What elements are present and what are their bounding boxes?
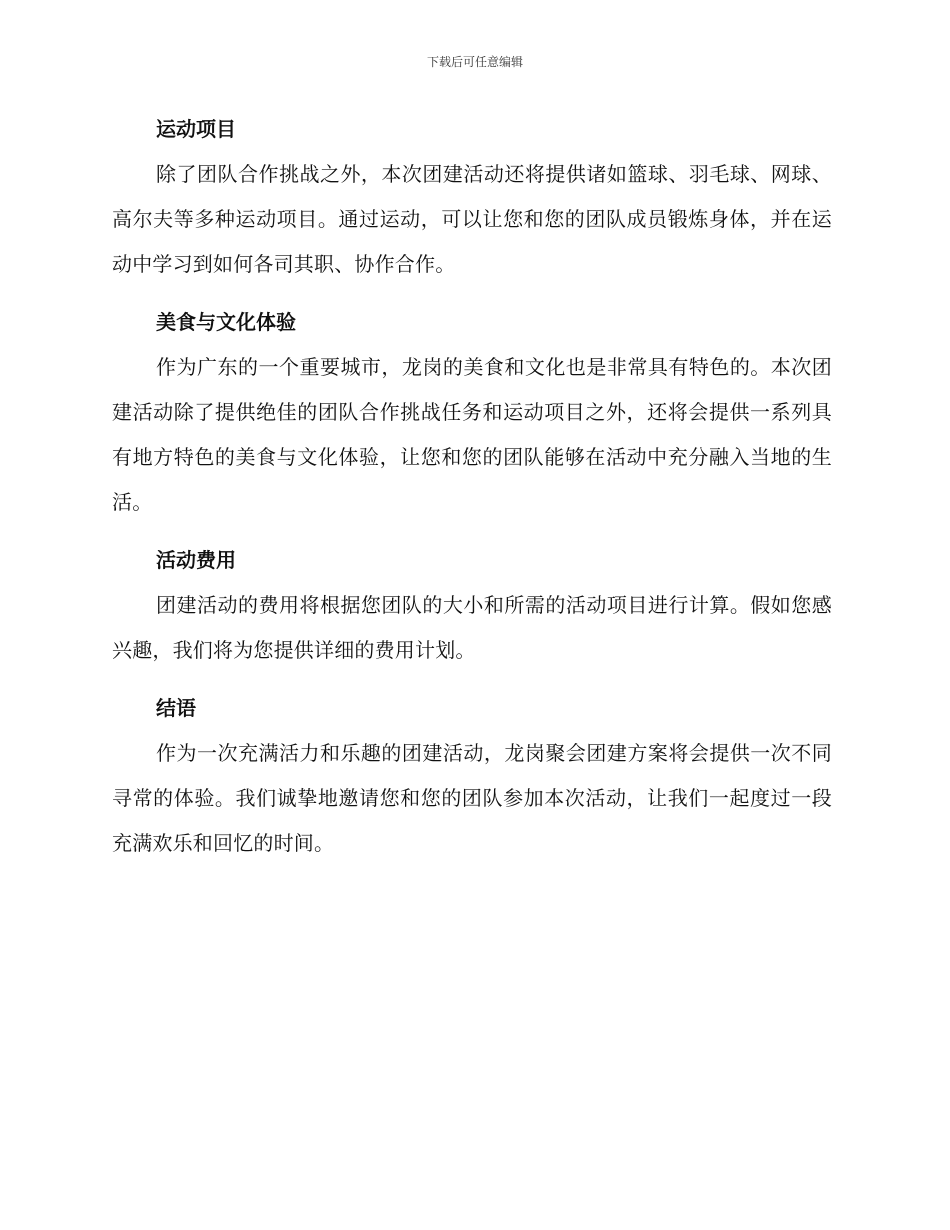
section-paragraph: 作为一次充满活力和乐趣的团建活动，龙岗聚会团建方案将会提供一次不同寻常的体验。我们诚挚地邀请您和您的团队参加本次活动，让我们一起度过一段充满欢乐和回忆的时间。 [112,741,832,855]
section-sports [112,106,832,287]
section-heading: 活动费用 [156,548,236,572]
section-heading: 运动项目 [156,117,236,141]
section-heading: 结语 [156,696,196,720]
section-cost [112,537,832,673]
document-body [112,106,832,878]
section-food-culture [112,299,832,525]
section-paragraph: 作为广东的一个重要城市，龙岗的美食和文化也是非常具有特色的。本次团建活动除了提供绝佳的团队合作挑战任务和运动项目之外，还将会提供一系列具有地方特色的美食与文化体验，让您和您的团队能够在活动中充分融入当地的生活。 [112,355,832,514]
page-header: 下载后可任意编辑 [426,55,523,69]
section-conclusion [112,685,832,866]
section-paragraph: 团建活动的费用将根据您团队的大小和所需的活动项目进行计算。假如您感兴趣，我们将为您提供详细的费用计划。 [112,593,832,662]
section-paragraph: 除了团队合作挑战之外，本次团建活动还将提供诸如篮球、羽毛球、网球、高尔夫等多种运动项目。通过运动，可以让您和您的团队成员锻炼身体，并在运动中学习到如何各司其职、协作合作。 [112,162,832,276]
section-heading: 美食与文化体验 [156,310,296,334]
